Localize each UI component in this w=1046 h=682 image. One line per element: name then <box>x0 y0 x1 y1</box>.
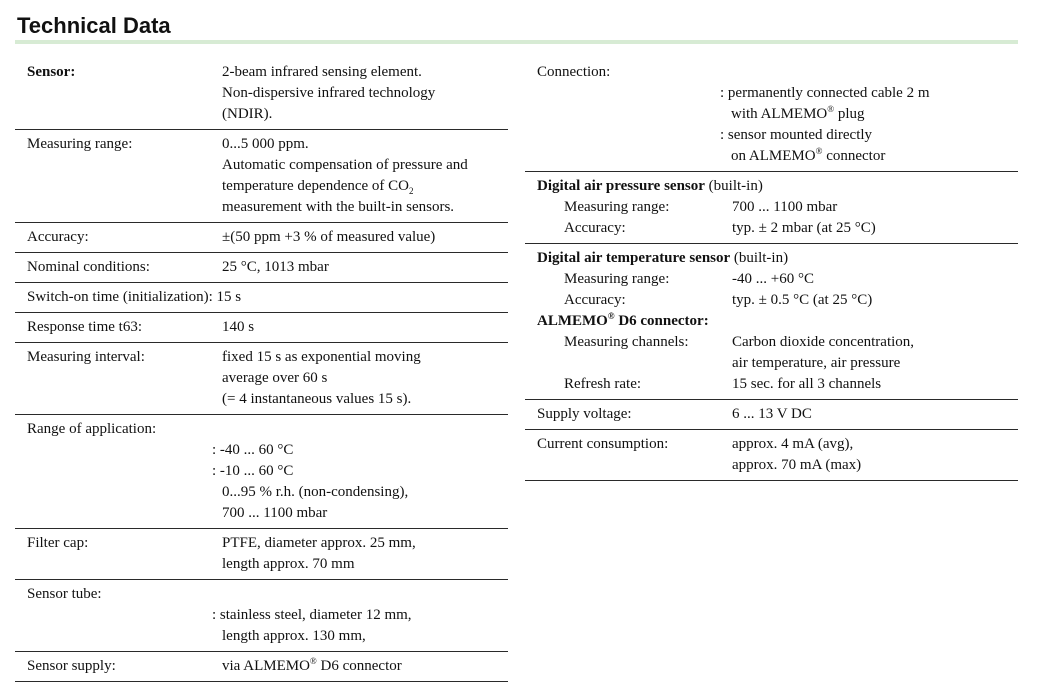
spec-label: Measuring range: <box>564 199 670 215</box>
spec-label: Connection: <box>537 64 611 80</box>
spec-label: Accuracy: <box>564 220 626 236</box>
spec-row-nominal <box>15 253 508 283</box>
spec-value: PTFE, diameter approx. 25 mm, <box>222 535 416 551</box>
spec-value: on ALMEMO® connector <box>731 146 886 164</box>
spec-value: : permanently connected cable 2 m <box>720 85 930 101</box>
spec-label: Supply voltage: <box>537 406 632 422</box>
spec-row-application <box>15 415 508 529</box>
spec-label: Nominal conditions: <box>27 259 150 275</box>
spec-label: Switch-on time (initialization): 15 s <box>27 289 242 305</box>
spec-value: -40 ... +60 °C <box>732 271 814 287</box>
spec-row-connection <box>525 58 1018 172</box>
spec-value: Non-dispersive infrared technology <box>222 85 436 101</box>
spec-row-response <box>15 313 508 343</box>
spec-value: : -10 ... 60 °C <box>212 463 294 479</box>
spec-value: air temperature, air pressure <box>732 355 901 371</box>
spec-value: 6 ... 13 V DC <box>732 406 812 422</box>
spec-value: : sensor mounted directly <box>720 127 873 143</box>
spec-row-temperature-sensor <box>525 244 1018 400</box>
spec-row-filter <box>15 529 508 580</box>
spec-label: Sensor tube: <box>27 586 102 602</box>
spec-value: 0...5 000 ppm. <box>222 136 309 152</box>
spec-row-measuring-range <box>15 130 508 223</box>
spec-value: 25 °C, 1013 mbar <box>222 259 329 275</box>
spec-value: 700 ... 1100 mbar <box>732 199 838 215</box>
spec-value: (= 4 instantaneous values 15 s). <box>222 391 412 407</box>
spec-row-sensor <box>15 58 508 130</box>
title-rule <box>15 40 1018 44</box>
spec-label: Measuring interval: <box>27 349 145 365</box>
spec-value: with ALMEMO® plug <box>731 104 865 122</box>
spec-label: Response time t63: <box>27 319 142 335</box>
spec-value: average over 60 s <box>222 370 328 386</box>
spec-value: measurement with the built-in sensors. <box>222 199 455 215</box>
spec-value: : -40 ... 60 °C <box>212 442 294 458</box>
spec-label: Sensor: <box>27 64 76 80</box>
spec-row-supply-voltage <box>525 400 1018 430</box>
spec-row-tube <box>15 580 508 652</box>
spec-value: fixed 15 s as exponential moving <box>222 349 421 365</box>
spec-label: Refresh rate: <box>564 376 642 392</box>
spec-value: (NDIR). <box>222 106 273 122</box>
spec-value: 700 ... 1100 mbar <box>222 505 328 521</box>
spec-value: length approx. 70 mm <box>222 556 355 572</box>
spec-row-current <box>525 430 1018 481</box>
spec-value: 140 s <box>222 319 255 335</box>
left-column <box>15 58 508 682</box>
spec-value: Carbon dioxide concentration, <box>732 334 915 350</box>
spec-value: Automatic compensation of pressure and <box>222 157 468 173</box>
spec-row-interval <box>15 343 508 415</box>
section-heading: Digital air pressure sensor (built-in) <box>537 178 763 194</box>
spec-row-accuracy <box>15 223 508 253</box>
spec-label: Measuring range: <box>27 136 133 152</box>
spec-label: Range of application: <box>27 421 157 437</box>
spec-value: 0...95 % r.h. (non-condensing), <box>222 484 409 500</box>
spec-value: 2-beam infrared sensing element. <box>222 64 422 80</box>
right-column <box>525 58 1018 481</box>
spec-value: approx. 70 mA (max) <box>732 457 862 473</box>
spec-label: Sensor supply: <box>27 658 116 674</box>
spec-label: Accuracy: <box>27 229 89 245</box>
spec-value: approx. 4 mA (avg), <box>732 436 854 452</box>
spec-value: typ. ± 2 mbar (at 25 °C) <box>732 220 876 236</box>
spec-row-supply <box>15 652 508 682</box>
spec-value: temperature dependence of $CO_2$ <box>222 178 414 196</box>
spec-label: Measuring channels: <box>564 334 689 350</box>
spec-label: Filter cap: <box>27 535 89 551</box>
spec-label: Accuracy: <box>564 292 626 308</box>
spec-value: 15 sec. for all 3 channels <box>732 376 882 392</box>
spec-label: Current consumption: <box>537 436 669 452</box>
spec-row-switch-on <box>15 283 508 313</box>
spec-value: typ. ± 0.5 °C (at 25 °C) <box>732 292 873 308</box>
spec-value: via ALMEMO® D6 connector <box>222 656 402 674</box>
section-heading: ALMEMO® D6 connector: <box>537 311 709 329</box>
spec-value: ±(50 ppm +3 % of measured value) <box>222 229 436 245</box>
spec-value: length approx. 130 mm, <box>222 628 366 644</box>
section-heading: Digital air temperature sensor (built-in) <box>537 250 789 266</box>
spec-label: Measuring range: <box>564 271 670 287</box>
spec-value: : stainless steel, diameter 12 mm, <box>212 607 412 623</box>
spec-row-pressure-sensor <box>525 172 1018 244</box>
page-title: Technical Data <box>17 13 171 38</box>
